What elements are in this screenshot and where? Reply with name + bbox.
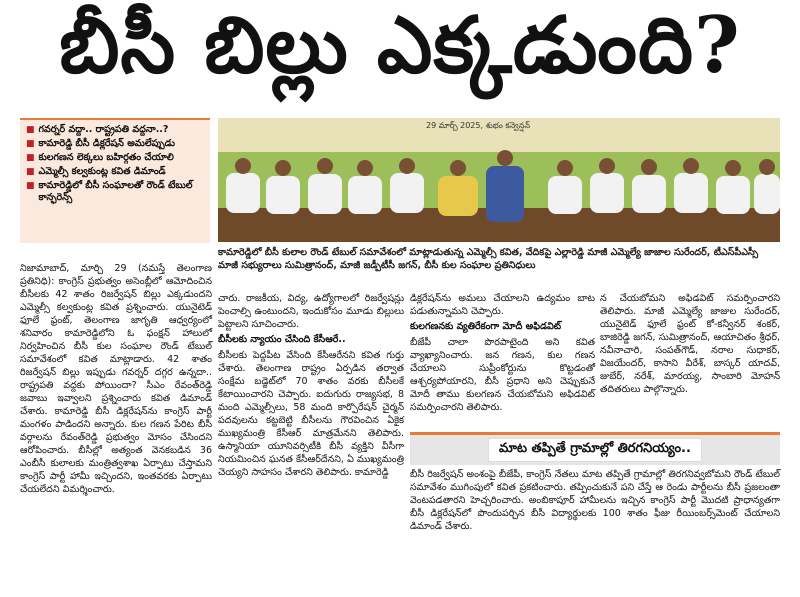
headline: బీసీ బిల్లు ఎక్కడుంది?	[59, 0, 741, 91]
column-3-text-a: డిక్లరేషన్‌ను అమలు చేయాలని ఉద్యమం బాట పడుతున్నామని చెప్పారు.	[410, 293, 595, 317]
photo-caption: కామారెడ్డిలో బీసీ కులాల రౌండ్ టేబుల్ సమావేశంలో మాట్లాడుతున్న ఎమ్మెల్సీ కవిత, వేదికపై ఎల్లారెడ్డి మాజీ ఎమ్మెల్యే జాజాల సురేందర్, టీఎస్‌పీఎస్సీ మాజీ సభ్యురాలు సుమిత్రానంద్, మాజీ జడ్పీటీసీ జగన్, బీసీ కుల సంఘాల ప్రతినిధులు	[218, 247, 759, 271]
column-3-subhead: కులగణనకు వ్యతిరేకంగా మోదీ అఫిడవిట్	[410, 321, 562, 332]
photo-date: 29 మార్చ్ 2025, శుభం కన్వెన్షన్	[426, 121, 530, 130]
column-2-text-a: చారు. రాజకీయ, విద్య, ఉద్యోగాలలో రిజర్వేషన్లు పెంచాల్సి ఉంటుందని, ఇందుకోసం మూడు బిల్లులు పెట్టాలని సూచించారు.	[218, 293, 404, 330]
highlight-text: కులగణన లెక్కలు బహిర్గతం చేయాలి	[38, 152, 174, 163]
bullet-icon: ■	[26, 181, 35, 191]
highlight-item	[26, 124, 204, 136]
highlights-list	[20, 120, 210, 210]
column-3-text-b: బీజేపీ చాలా పొరపాటైంది అని కవిత వ్యాఖ్యానించారు. జన గణన, కుల గణన చేయాలని సుప్రీంకోర్టును కొట్టడంతో ఆశ్చర్యపోయారని, బీసీ ప్రధాని అని చెప్పుకునే మోదీ తాము కులగణన చేయబోమని అఫిడవిట్ సమర్పించారని తెలిపారు.	[410, 337, 595, 413]
highlight-item	[26, 166, 204, 178]
box-text: బీసీ రిజర్వేషన్ అంశంపై బీజేపీ, కాంగ్రెస్ నేతలు మాట తప్పితే గ్రామాల్లో తిరగనివ్వబోమని రౌండ్ టేబుల్ సమావేశం ముగింపులో కవిత ప్రకటించారు. తప్పించుకునే పని చేస్తే ఆ రెండు పార్టీలను బీసీ ప్రజలంతా వెంటపడతారని హెచ్చరించారు. అంబికాపూర్ హామీలను ఇచ్చిన కాంగ్రెస్ పార్టీ మొదటి ప్రాధాన్యతగా బీసీ డిక్లరేషన్‌లో పొందుపర్చిన బీసీ విద్యార్థులకు 100 శాతం ఫీజు రీయింబర్స్‌మెంట్ చేయాలని డిమాండ్ చేశారు.	[410, 469, 780, 532]
highlights-box	[20, 118, 210, 243]
box-heading-bar	[410, 432, 780, 465]
column-4: న చేయబోమని అఫిడవిట్ సమర్పించారని తెలిపారు. మాజీ ఎమ్మెల్యే జాజుల సురేందర్, యునైటెడ్ ఫూలే ఫ్రంట్ కో-కన్వీనర్ శంకర్, బాజిరెడ్డి జగన్, సుమిత్రానంద్, ఆయాచితం శ్రీధర్, నవీనాచారి, సంపత్‌గౌడ్, నరాల సుధాకర్, విజయేందర్, కాసాని వీరేశ్, బాస్కర్ యాదవ్, జుబేర్, నరేశ్, మారయ్య, సాంబారి మోహన్ తదితరులు పాల్గొన్నారు.	[600, 293, 780, 395]
news-photo	[218, 118, 780, 242]
highlight-text: గవర్నర్ వద్దా.. రాష్ట్రపతి వద్దనా..?	[38, 124, 169, 135]
bullet-icon: ■	[26, 167, 35, 177]
highlight-item	[26, 138, 204, 150]
column-1: నిజామాబాద్, మార్చి 29 (నమస్తే తెలంగాణ ప్రతినిధి): కాంగ్రెస్ ప్రభుత్వం అసెంబ్లీలో ఆమోదించిన బీసీలకు 42 శాతం రిజర్వేషన్ బిల్లు ఎక్కడుందని ఎమ్మెల్సీ కల్వకుంట్ల కవిత ప్రశ్నించారు. యునైటెడ్ ఫూలే ఫ్రంట్, తెలంగాణ జాగృతి ఆధ్వర్యంలో శనివారం కామారెడ్డిలోని ఓ ఫంక్షన్ హాలులో నిర్వహించిన బీసీ కుల సంఘాల రౌండ్ టేబుల్ సమావేశంలో కవిత మాట్లాడారు. 42 శాతం రిజర్వేషన్ బిల్లు ఇప్పుడు గవర్నర్ దగ్గర ఉన్నదా.. రాష్ట్రపతి వద్దకు పోయిందా? సీఎం రేవంత్‌రెడ్డి జవాబు ఇవ్వాలని ప్రశ్నించారు కవిత డిమాండ్ చేశారు. కామారెడ్డి బీసీ డిక్లరేషన్‌ను కాంగ్రెస్ పార్టీ మంగళం పాడిందని అన్నారు. కుల గణన పేరిట బీసీ వర్గాలను రేవంత్‌రెడ్డి ప్రభుత్వం మోసం చేసిందని ఆరోపించారు. బీసీల్లో అత్యంత వెనకబడిన 36 ఎంబీసీ కులాలకు మంత్రిత్వశాఖ ఏర్పాటు చేస్తామని కాంగ్రెస్ పార్టీ హామీ ఇచ్చిందని, ఇంతవరకు ఏర్పాటు చేయలేదని విమర్శించారు.	[20, 263, 212, 495]
highlight-item	[26, 180, 204, 204]
highlight-text: ఎమ్మెల్సీ కల్వకుంట్ల కవిత డిమాండ్	[38, 166, 166, 177]
bullet-icon: ■	[26, 153, 35, 163]
highlight-text: కామారెడ్డిలో బీసీ సంఘాలతో రౌండ్ టేబుల్ కాన్ఫరెన్స్	[38, 180, 193, 203]
box-heading: మాట తప్పితే గ్రామాల్లో తిరగనియ్యం..	[488, 438, 702, 462]
column-3	[410, 292, 595, 414]
column-2-text-b: బీసీలకు పెద్దపీట వేసింది కేసీఆరేనని కవిత గుర్తు చేశారు. తెలంగాణ రాష్ట్రం ఏర్పడిన తర్వాత సంక్షేమ బడ్జెట్‌లో 70 శాతం వరకు బీసీలకే కేటాయించారని చెప్పారు. ఐదుగురు రాజ్యసభ, 8 మంది ఎమ్మెల్సీలు, 58 మంది కార్పొరేషన్ చైర్మన్ పదవులను కట్టబెట్టి బీసీలను గౌరవించిన ఏకైక ముఖ్యమంత్రి కేసీఆర్ మాత్రమేనని తెలిపారు. ఉస్మానియా యూనివర్సిటీకి బీసీ వ్యక్తిని వీసీగా నియమించిన ఘనత కేసీఆర్‌దేనని, ఏ ముఖ్యమంత్రి చెయ్యని సాహసం చేశారని తెలిపారు. కామారెడ్డి	[218, 350, 404, 478]
column-2-subhead: బీసీలకు న్యాయం చేసింది కేసీఆరే..	[218, 334, 346, 345]
column-2	[218, 292, 404, 479]
highlight-text: కామారెడ్డి బీసీ డిక్లరేషన్ అమలేప్పుడు	[38, 138, 175, 149]
bullet-icon: ■	[26, 125, 35, 135]
photo-crowd	[218, 118, 780, 242]
bullet-icon: ■	[26, 139, 35, 149]
highlight-item	[26, 152, 204, 164]
